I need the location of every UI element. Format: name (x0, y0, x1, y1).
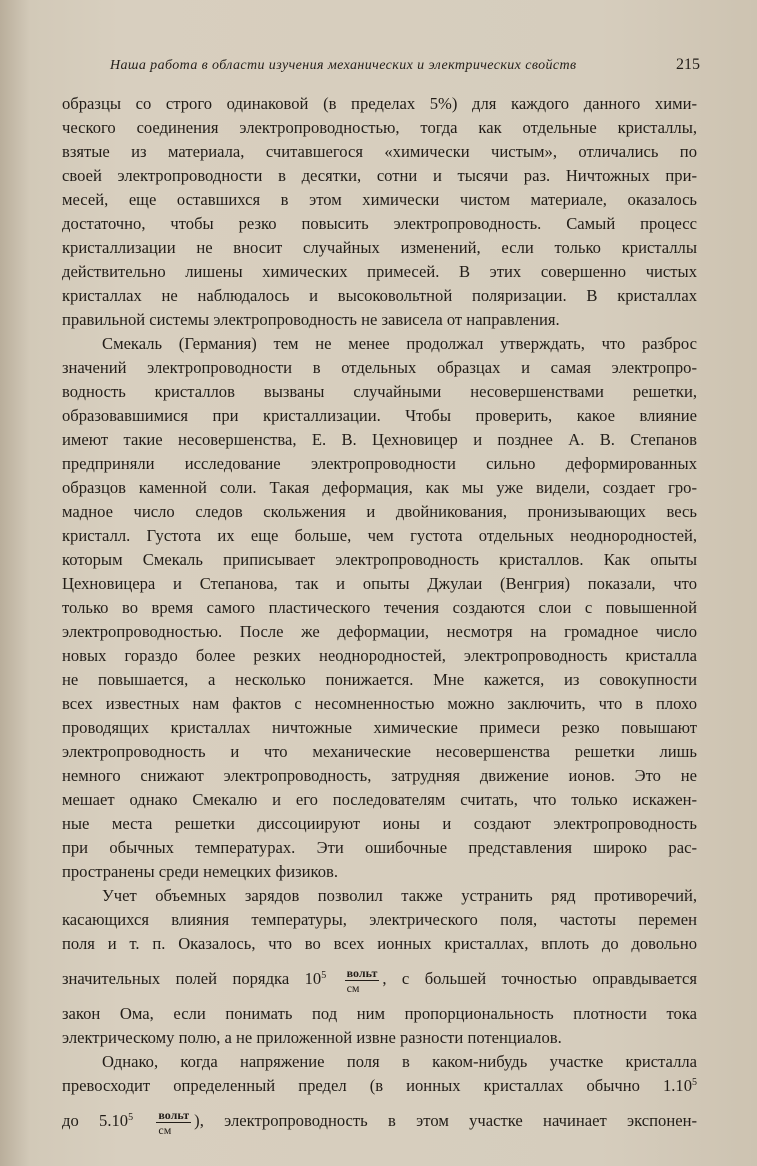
text-line: проводящих кристаллах ничтожные химические примеси резко повышают (62, 718, 697, 737)
page-header (100, 52, 700, 78)
text-line: водность кристаллов вызваны случайными несовершенствами решетки, (62, 382, 697, 401)
formula-exponent: 5 (692, 1077, 697, 1088)
text-line: электропроводностью. После же деформации, несмотря на громадное число (62, 622, 697, 641)
text-line: только во время самого пластического течения создаются слои с повышенной (62, 598, 697, 617)
text-line (62, 1074, 697, 1098)
text-line: образцы со строго одинаковой (в пределах 5%) для каждого данного хими- (62, 94, 697, 113)
text-line: предприняли исследование электропроводности сильно деформированных (62, 454, 697, 473)
text-line: мешает однако Смекалю и его последователям считать, что только искажен- (62, 790, 697, 809)
text-line: всех известных нам фактов с несомненностью можно заключить, что в плохо (62, 694, 697, 713)
text-line: которым Смекаль приписывает электропроводность кристаллов. Как опыты (62, 550, 697, 569)
text-line: электрическому полю, а не приложенной извне разности потенциалов. (62, 1028, 562, 1047)
text-line: ческого соединения электропроводностью, тогда как отдельные кристаллы, (62, 118, 697, 137)
page-number: 215 (676, 56, 700, 73)
paragraph-start: Смекаль (Германия) тем не менее продолжал утверждать, что разброс (102, 334, 697, 353)
text-line: мадное число следов скольжения и двойникования, пронизывающих весь (62, 502, 697, 521)
fraction-numerator: вольт (346, 965, 378, 980)
text-line: имеют такие несовершенства, Е. В. Цехновицер и позднее А. В. Степанов (62, 430, 697, 449)
text-line: месей, еще оставшихся в этом химически чистом материале, оказалось (62, 190, 697, 209)
text-line: при обычных температурах. Эти ошибочные представления широко рас- (62, 838, 697, 857)
text-line: образовавшимися при кристаллизации. Чтобы проверить, какое влияние (62, 406, 697, 425)
paragraph-start: Однако, когда напряжение поля в каком-нибудь участке кристалла (102, 1052, 697, 1071)
formula-text-after: , с большей точностью оправдывается (382, 969, 697, 988)
text-line: кристаллизации не вносит случайных изменений, если только кристаллы (62, 238, 697, 257)
formula-exponent: 5 (321, 970, 327, 981)
body-text (62, 92, 697, 1144)
text-line: закон Ома, если понимать под ним пропорциональность плотности тока (62, 1004, 697, 1023)
text-line: действительно лишены химических примесей. В этих совершенно чистых (62, 262, 697, 281)
text-line: электропроводность и что механические несовершенства решетки лишь (62, 742, 697, 761)
text-line: своей электропроводности в десятки, сотни и тысячи раз. Ничтожных при- (62, 166, 697, 185)
unit-fraction (345, 966, 380, 995)
fraction-numerator: вольт (158, 1107, 190, 1122)
text-line: достаточно, чтобы резко повысить электропроводность. Самый процесс (62, 214, 697, 233)
text-line: кристаллах не наблюдалось и высоковольтной поляризации. В кристаллах (62, 286, 697, 305)
text-line: поля и т. п. Оказалось, что во всех ионных кристаллах, вплоть до довольно (62, 934, 697, 953)
formula-text-after: ), электропроводность в этом участке начинает экспонен- (194, 1111, 697, 1130)
text-line: ные места решетки диссоциируют ионы и создают электропроводность (62, 814, 697, 833)
formula-text-before: до 5.10 (62, 1111, 129, 1130)
formula-line (62, 1098, 697, 1144)
unit-fraction (156, 1108, 191, 1137)
text-line: Цехновицера и Степанова, так и опыты Джулаи (Венгрия) показали, что (62, 574, 697, 593)
fraction-denominator: см (346, 980, 360, 995)
text-line: образцов каменной соли. Такая деформация, как мы уже видели, создает гро- (62, 478, 697, 497)
text-line: кристалл. Густота их еще больше, чем густота отдельных неоднородностей, (62, 526, 697, 545)
text-line: немного снижают электропроводность, затрудняя движение ионов. Это не (62, 766, 697, 785)
formula-text-before: значительных полей порядка 10 (62, 969, 322, 988)
paragraph-start: Учет объемных зарядов позволил также устранить ряд противоречий, (102, 886, 697, 905)
running-title: Наша работа в области изучения механических и электрических свойств (110, 58, 577, 73)
text-line: новых гораздо более резких неоднородностей, электропроводность кристалла (62, 646, 697, 665)
text-line: пространены среди немецких физиков. (62, 862, 339, 881)
formula-exponent: 5 (128, 1112, 134, 1123)
text-line: не повышается, а несколько понижается. Мне кажется, из совокупности (62, 670, 697, 689)
text-line: взятые из материала, считавшегося «химически чистым», отличались по (62, 142, 697, 161)
fraction-denominator: см (158, 1122, 172, 1137)
formula-line (62, 956, 697, 1002)
text-line: касающихся влияния температуры, электрического поля, частоты перемен (62, 910, 697, 929)
text-line: значений электропроводности в отдельных образцах и самая электропро- (62, 358, 697, 377)
text-segment: превосходит определенный предел (в ионных кристаллах обычно 1.10 (62, 1076, 692, 1095)
text-line: правильной системы электропроводность не зависела от направления. (62, 310, 560, 329)
